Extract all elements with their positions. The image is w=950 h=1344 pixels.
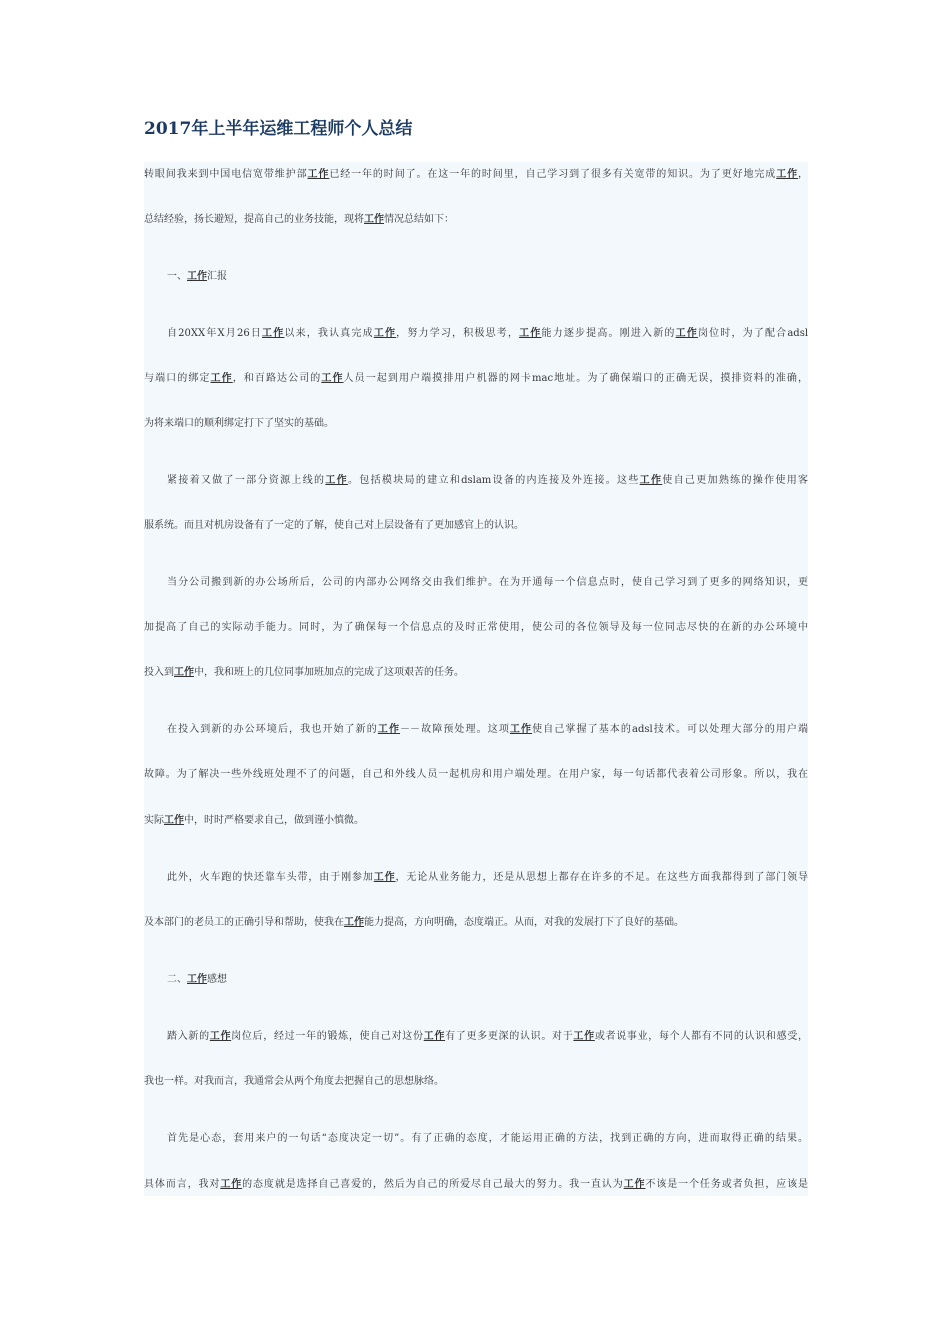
text-line (144, 164, 808, 186)
text-line (144, 413, 808, 435)
text-line (144, 912, 808, 934)
text-segment: 实际 (144, 815, 164, 826)
keyword-link[interactable]: 工作 (423, 1031, 446, 1042)
keyword-link[interactable]: 工作 (187, 271, 207, 282)
keyword-link[interactable]: 工作 (509, 724, 533, 735)
text-segment: 能力提高，方向明确，态度端正。从而，对我的发展打下了良好的基础。 (364, 917, 684, 928)
text-segment: 为将来端口的顺利绑定打下了坚实的基础。 (144, 418, 334, 429)
text-segment: 的态度就是选择自己喜爱的，然后为自己的所爱尽自己最大的努力。我一直认为 (242, 1179, 624, 1190)
text-segment: 紧接着又做了一部分资源上线的 (167, 475, 326, 486)
text-line (144, 764, 808, 786)
text-segment: 一、 (167, 271, 187, 282)
text-segment: 自20XX年X月26日 (167, 328, 263, 339)
keyword-link[interactable]: 工作 (262, 328, 285, 339)
keyword-link[interactable]: 工作 (220, 1179, 243, 1190)
text-segment: 中，时时严格要求自己，做到谨小慎微。 (184, 815, 364, 826)
text-segment: 或者说事业，每个人都有不同的认识和感受， (594, 1031, 808, 1042)
text-line (167, 969, 808, 991)
text-segment: 有了更多更深的认识。对于 (445, 1031, 574, 1042)
text-segment: 。包括模块局的建立和dslam设备的内连接及外连接。这些 (347, 475, 640, 486)
text-line (167, 572, 808, 594)
text-segment: 投入到 (144, 667, 174, 678)
text-segment: 能力逐步提高。刚进入新的 (541, 328, 676, 339)
text-line (167, 867, 808, 889)
keyword-link[interactable]: 工作 (373, 872, 396, 883)
keyword-link[interactable]: 工作 (377, 724, 401, 735)
text-segment: 及本部门的老员工的正确引导和帮助，使我在 (144, 917, 344, 928)
text-line (144, 515, 808, 537)
text-segment: 具体而言，我对 (144, 1179, 221, 1190)
text-segment: 此外，火车跑的快还靠车头带，由于刚参加 (167, 872, 374, 883)
text-segment: 故障。为了解决一些外线班处理不了的问题，自己和外线人员一起机房和用户端处理。在用户家，每一句话都代表着公司形象。所以，我在 (144, 769, 808, 780)
keyword-link[interactable]: 工作 (187, 974, 207, 985)
text-line (167, 719, 808, 741)
text-line (167, 323, 808, 345)
text-segment: 已经一年的时间了。在这一年的时间里，自己学习到了很多有关宽带的知识。为了更好地完成 (329, 169, 777, 180)
text-segment: 与端口的绑定 (144, 373, 211, 384)
keyword-link[interactable]: 工作 (344, 917, 364, 928)
text-segment: 不该是一个任务或者负担，应该是 (645, 1179, 808, 1190)
keyword-link[interactable]: 工作 (675, 328, 698, 339)
document-title: 2017年上半年运维工程师个人总结 (144, 119, 413, 139)
text-segment: ，和百路达公司的 (232, 373, 322, 384)
text-segment: 以来，我认真完成 (284, 328, 374, 339)
text-segment: 人员一起到用户端摸排用户机器的网卡mac地址。为了确保端口的正确无误，摸排资料的准确， (343, 373, 808, 384)
text-segment: 岗位后，经过一年的锻炼，使自己对这份 (231, 1031, 424, 1042)
text-segment: 我也一样。对我而言，我通常会从两个角度去把握自己的思想脉络。 (144, 1076, 444, 1087)
keyword-link[interactable]: 工作 (364, 214, 384, 225)
text-line (144, 1071, 808, 1093)
keyword-link[interactable]: 工作 (321, 373, 344, 384)
text-line (144, 810, 808, 832)
text-segment: 当分公司搬到新的办公场所后，公司的内部办公网络交由我们维护。在为开通每一个信息点时，使自己学习到了更多的网络知识，更 (167, 577, 808, 588)
text-segment: 感想 (207, 974, 227, 985)
text-segment: 情况总结如下： (384, 214, 454, 225)
text-segment: －－故障预处理。这项 (400, 724, 510, 735)
text-line (167, 470, 808, 492)
text-segment: 踏入新的 (167, 1031, 210, 1042)
text-segment: 中，我和班上的几位同事加班加点的完成了这项艰苦的任务。 (194, 667, 464, 678)
text-segment: 首先是心态，套用来户的一句话“态度决定一切”。有了正确的态度，才能运用正确的方法，找到正确的方向，进而取得正确的结果。 (167, 1133, 808, 1144)
text-segment: 总结经验，扬长避短，提高自己的业务技能，现将 (144, 214, 364, 225)
keyword-link[interactable]: 工作 (325, 475, 348, 486)
text-segment: 在投入到新的办公环境后，我也开始了新的 (167, 724, 378, 735)
keyword-link[interactable]: 工作 (307, 169, 330, 180)
keyword-link[interactable]: 工作 (373, 328, 397, 339)
keyword-link[interactable]: 工作 (174, 667, 194, 678)
text-segment: 使自己更加熟练的操作使用客 (662, 475, 808, 486)
text-line (167, 266, 808, 288)
text-line (144, 1174, 808, 1196)
keyword-link[interactable]: 工作 (573, 1031, 595, 1042)
text-segment: 服系统。而且对机房设备有了一定的了解，使自己对上层设备有了更加感官上的认识。 (144, 520, 524, 531)
text-segment: 汇报 (207, 271, 227, 282)
keyword-link[interactable]: 工作 (209, 1031, 232, 1042)
text-line (144, 209, 808, 231)
keyword-link[interactable]: 工作 (776, 169, 799, 180)
text-segment: ， (798, 169, 808, 180)
text-segment: 二、 (167, 974, 187, 985)
keyword-link[interactable]: 工作 (164, 815, 184, 826)
text-line (144, 662, 808, 684)
text-segment: ，努力学习，积极思考， (396, 328, 520, 339)
keyword-link[interactable]: 工作 (210, 373, 233, 384)
article-body (144, 162, 808, 1196)
text-segment: 加提高了自己的实际动手能力。同时，为了确保每一个信息点的及时正常使用，使公司的各位领导及每一位同志尽快的在新的办公环境中 (144, 622, 808, 633)
keyword-link[interactable]: 工作 (519, 328, 542, 339)
keyword-link[interactable]: 工作 (639, 475, 663, 486)
text-segment: ，无论从业务能力，还是从思想上都存在许多的不足。在这些方面我都得到了部门领导 (395, 872, 808, 883)
text-line (144, 368, 808, 390)
text-segment: 使自己掌握了基本的adsl技术。可以处理大部分的用户端 (532, 724, 808, 735)
keyword-link[interactable]: 工作 (623, 1179, 646, 1190)
text-line (167, 1128, 808, 1150)
text-segment: 岗位时，为了配合adsl (697, 328, 808, 339)
text-segment: 转眼间我来到中国电信宽带维护部 (144, 169, 308, 180)
text-line (144, 617, 808, 639)
text-line (167, 1026, 808, 1048)
